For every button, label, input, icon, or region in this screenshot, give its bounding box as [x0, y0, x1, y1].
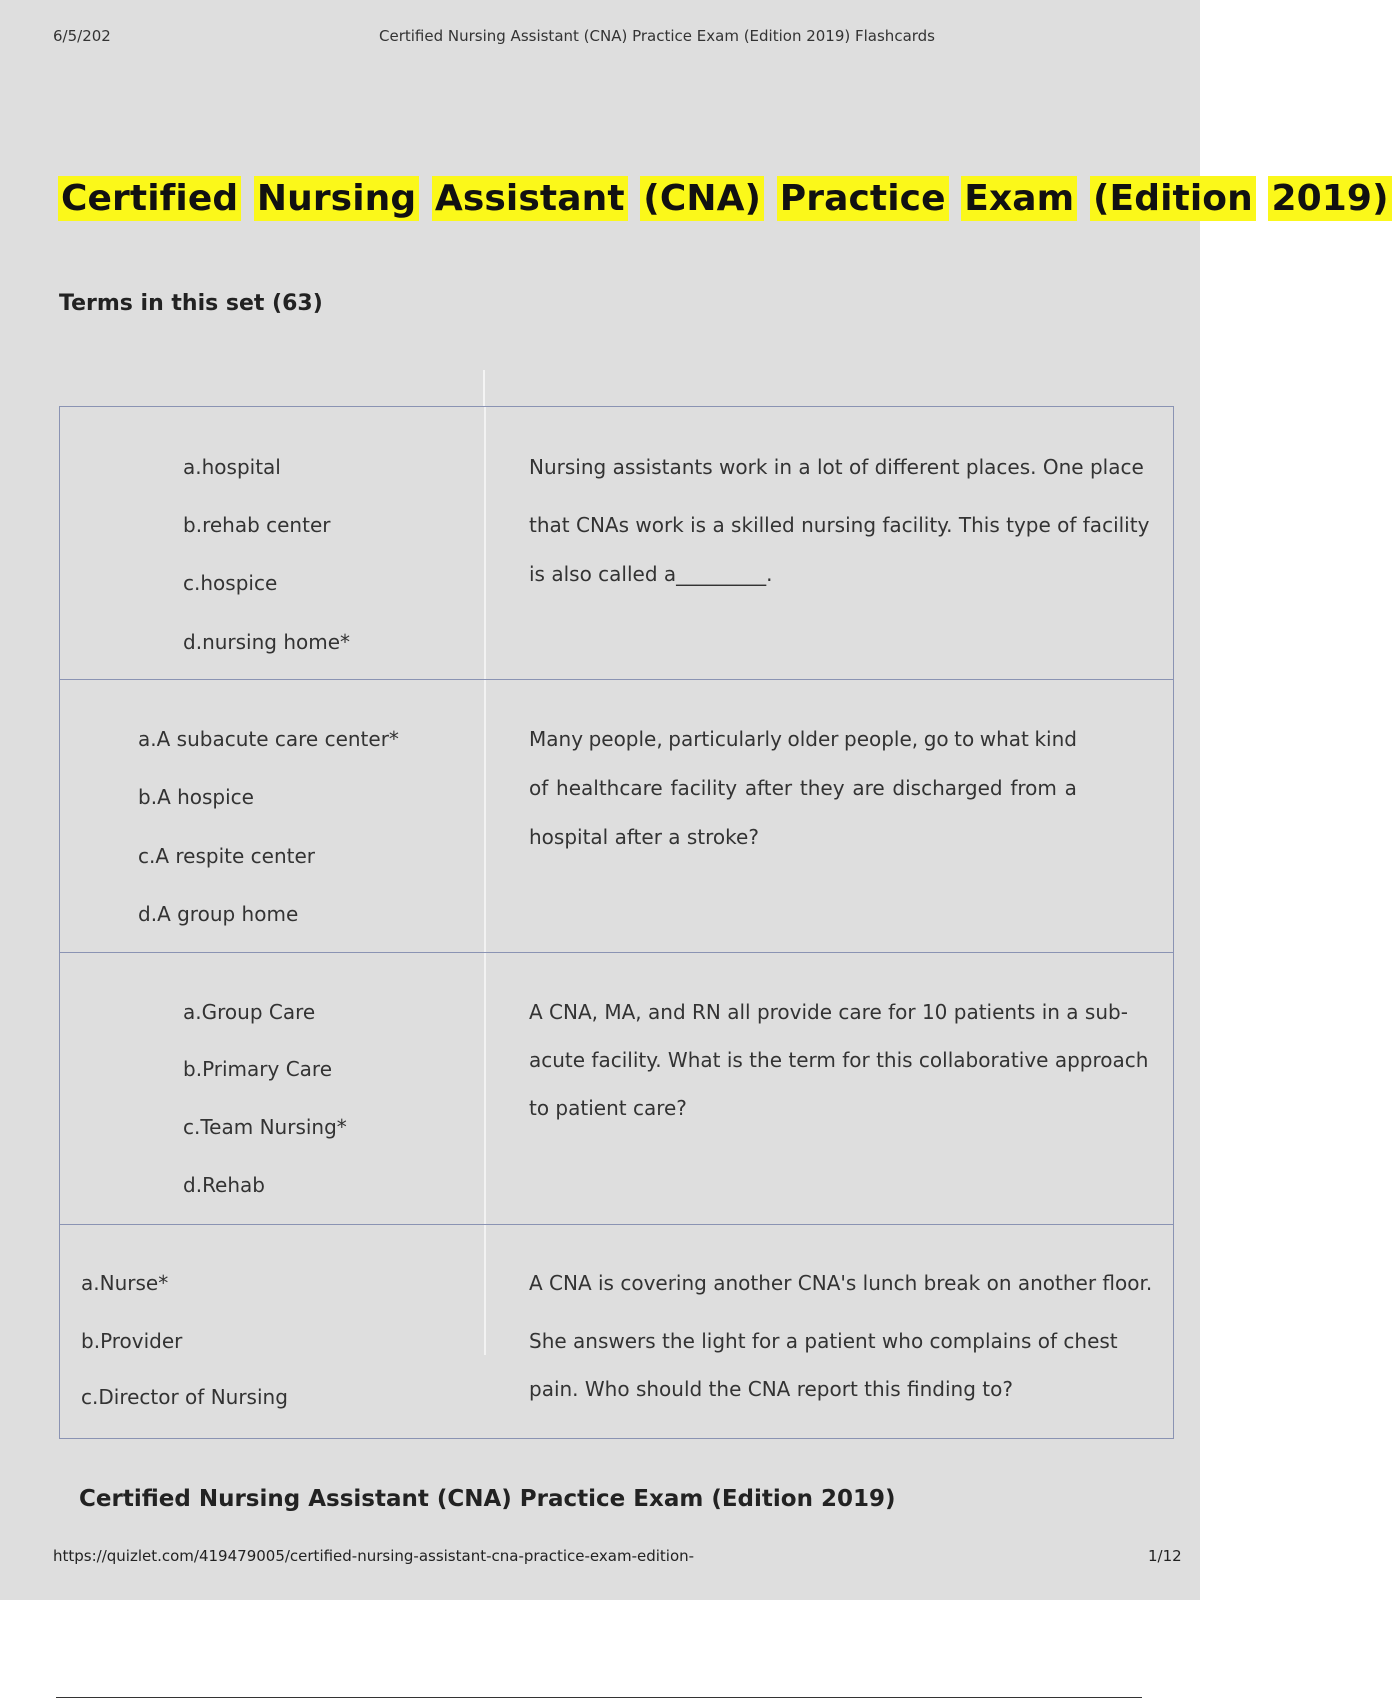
- answer-option: a.hospital: [183, 455, 281, 479]
- answer-option: a.A subacute care center*: [138, 727, 399, 751]
- title-word: Practice: [777, 176, 949, 221]
- answer-option: d.nursing home*: [183, 630, 351, 654]
- answer-option: b.Primary Care: [183, 1057, 333, 1081]
- title-word: 2019): [1268, 176, 1391, 221]
- section-title: Certified Nursing Assistant (CNA) Practice Exam (Edition 2019): [79, 1486, 896, 1512]
- title-word: Exam: [961, 176, 1077, 221]
- page-url: https://quizlet.com/419479005/certified-nursing-assistant-cna-practice-exam-edition-: [53, 1547, 695, 1565]
- answer-option: a.Nurse*: [81, 1271, 169, 1295]
- card-question: Nursing assistants work in a lot of different places. One place that CNAs work is a skilled nursing facility. This type of facility is also called a_________.: [529, 455, 1150, 586]
- answer-option: b.Provider: [81, 1329, 183, 1353]
- title-word: Certified: [58, 176, 241, 221]
- flashcard-list: [59, 406, 1174, 1439]
- flashcard: [60, 1224, 1173, 1438]
- page-bottom-rule: [56, 1697, 1142, 1698]
- flashcard: [60, 407, 1173, 679]
- answer-option: c.A respite center: [138, 844, 316, 868]
- title-word: (Edition: [1090, 176, 1256, 221]
- answer-option: a.Group Care: [183, 1000, 316, 1024]
- card-question: A CNA, MA, and RN all provide care for 10 patients in a sub- acute facility. What is the term for this collaborative approach to patient care?: [529, 1000, 1149, 1120]
- title-word: Assistant: [432, 176, 628, 221]
- answer-option: d.Rehab: [183, 1173, 265, 1197]
- card-column-divider: [484, 680, 486, 952]
- title-word: (CNA): [640, 176, 764, 221]
- card-column-divider: [484, 953, 486, 1224]
- column-divider-top: [483, 370, 485, 406]
- card-question: Many people, particularly older people, go to what kind of healthcare facility after they are discharged from a hospital after a stroke?: [529, 727, 1077, 849]
- card-question: A CNA is covering another CNA's lunch break on another floor. She answers the light for a patient who complains of chest pain. Who should the CNA report this finding to?: [529, 1271, 1153, 1401]
- card-column-divider: [484, 407, 486, 679]
- card-column-divider: [484, 1225, 486, 1355]
- terms-count-heading: Terms in this set (63): [59, 291, 323, 316]
- print-date: 6/5/202: [53, 27, 111, 45]
- answer-option: c.Director of Nursing: [81, 1385, 288, 1409]
- answer-option: d.A group home: [138, 902, 299, 926]
- title-word: Nursing: [254, 176, 419, 221]
- page-title: [58, 178, 1392, 219]
- page-number: 1/12: [1148, 1547, 1182, 1565]
- answer-option: c.hospice: [183, 571, 278, 595]
- flashcard: [60, 679, 1173, 952]
- print-header-title: Certified Nursing Assistant (CNA) Practice Exam (Edition 2019) Flashcards: [379, 27, 935, 45]
- answer-option: b.rehab center: [183, 513, 331, 537]
- answer-option: b.A hospice: [138, 785, 254, 809]
- answer-option: c.Team Nursing*: [183, 1115, 347, 1139]
- flashcard: [60, 952, 1173, 1224]
